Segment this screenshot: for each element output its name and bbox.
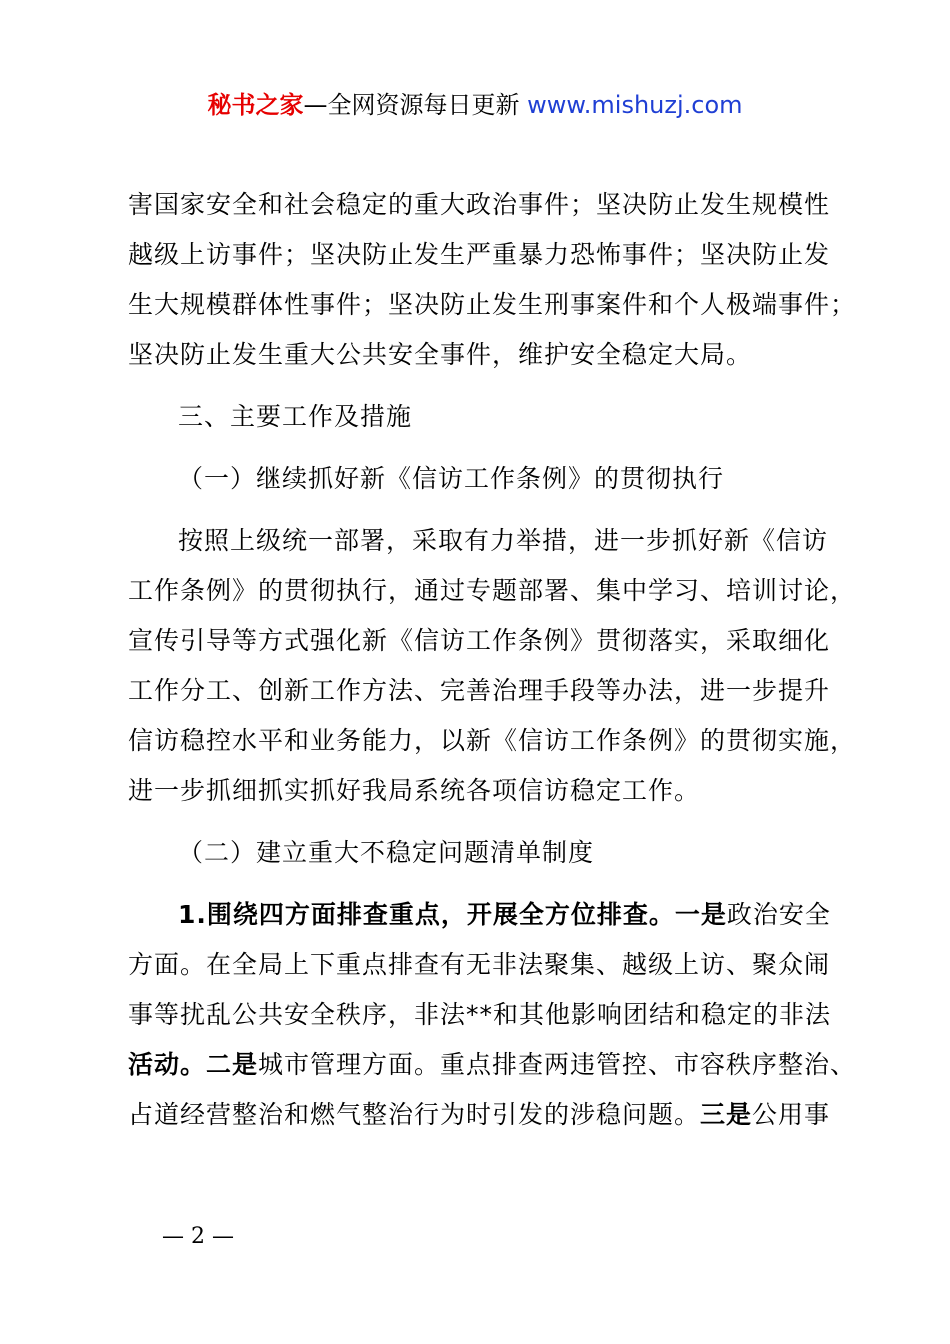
paragraph-line: 方面。在全局上下重点排查有无非法聚集、越级上访、聚众闹 (128, 950, 831, 979)
paragraph-line (178, 890, 831, 940)
paragraph-line: 信访稳控水平和业务能力，以新《信访工作条例》的贯彻实施， (128, 726, 857, 755)
line-text: 占道经营整治和燃气整治行为时引发的涉稳问题。 (128, 1100, 701, 1129)
section-heading: 三、主要工作及措施 (178, 402, 413, 431)
site-url-link[interactable]: www.mishuzj.com (527, 91, 743, 119)
paragraph-line (128, 1040, 856, 1090)
bold-lead: 三是 (700, 1100, 753, 1129)
bold-lead: 活动。二是 (128, 1050, 259, 1079)
paragraph-line: 事等扰乱公共安全秩序，非法**和其他影响团结和稳定的非法 (128, 1000, 832, 1029)
text-line: 越级上访事件；坚决防止发生严重暴力恐怖事件；坚决防止发 (128, 240, 831, 269)
line-text: 公用事 (752, 1100, 831, 1129)
paragraph-line: 工作条例》的贯彻执行，通过专题部署、集中学习、培训讨论， (128, 576, 857, 605)
tagline: —全网资源每日更新 (303, 91, 520, 119)
site-banner (0, 88, 950, 122)
subsection-heading: （二）建立重大不稳定问题清单制度 (178, 838, 595, 867)
paragraph-line: 按照上级统一部署，采取有力举措，进一步抓好新《信访 (178, 526, 829, 555)
text-line: 生大规模群体性事件；坚决防止发生刑事案件和个人极端事件； (128, 290, 857, 319)
brand-name: 秘书之家 (207, 91, 304, 119)
line-text: 政治安全 (726, 900, 831, 929)
text-line: 害国家安全和社会稳定的重大政治事件；坚决防止发生规模性 (128, 190, 831, 219)
paragraph-line: 工作分工、创新工作方法、完善治理手段等办法，进一步提升 (128, 676, 831, 705)
bold-lead: 1.围绕四方面排查重点，开展全方位排查。一是 (178, 900, 727, 929)
paragraph-line: 宣传引导等方式强化新《信访工作条例》贯彻落实，采取细化 (128, 626, 831, 655)
text-line: 坚决防止发生重大公共安全事件，维护安全稳定大局。 (128, 340, 753, 369)
subsection-heading: （一）继续抓好新《信访工作条例》的贯彻执行 (178, 464, 725, 493)
line-text: 城市管理方面。重点排查两违管控、市容秩序整治、 (258, 1050, 857, 1079)
paragraph-line: 进一步抓细抓实抓好我局系统各项信访稳定工作。 (128, 776, 701, 805)
page-number: — 2 — (162, 1224, 234, 1249)
paragraph-line (128, 1090, 830, 1140)
